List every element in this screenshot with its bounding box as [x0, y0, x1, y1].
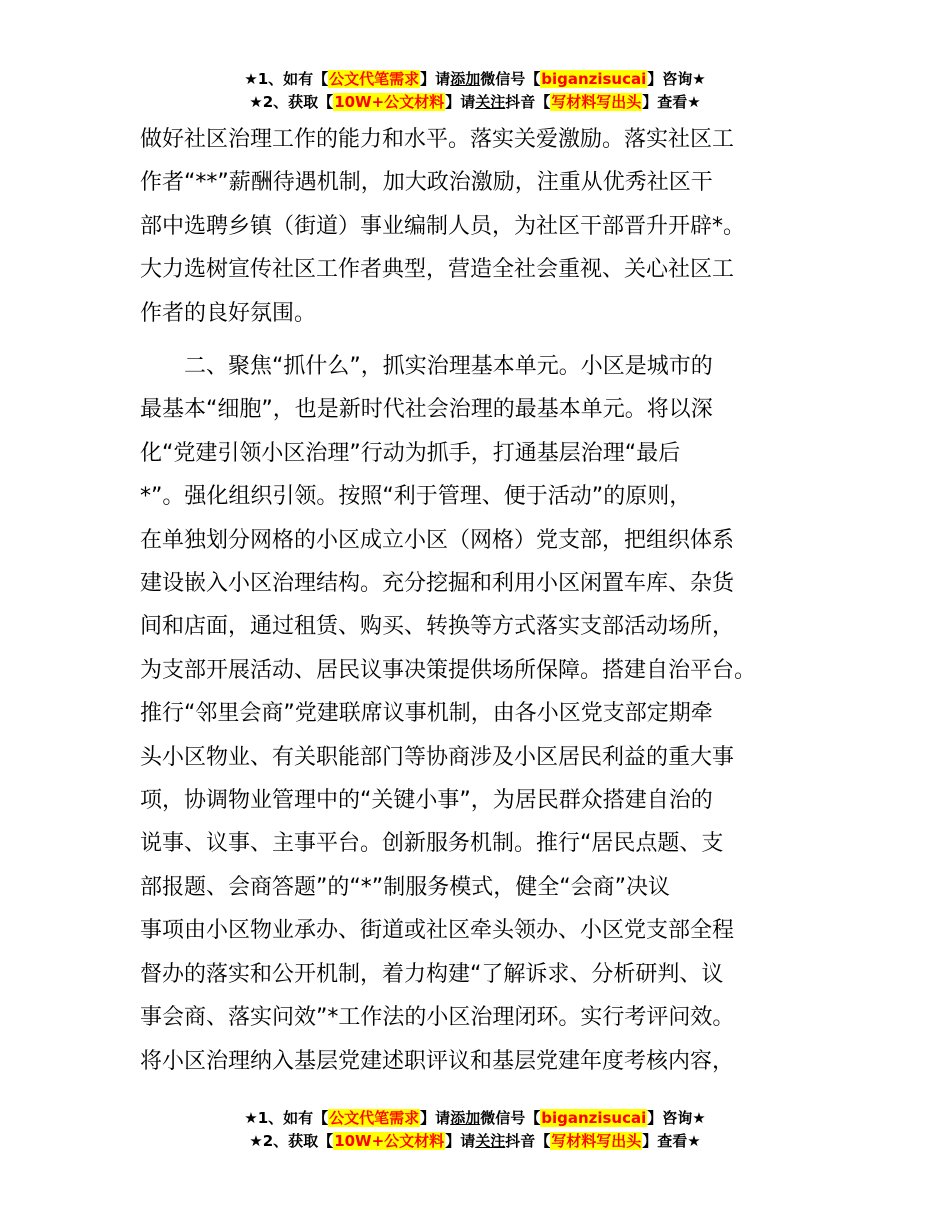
header-banner	[0, 68, 950, 114]
text-line: *”。强化组织引领。按照“利于管理、便于活动”的原则，	[140, 484, 692, 510]
text-line: 化“党建引领小区治理”行动为抓手，打通基层治理“最后	[140, 440, 681, 466]
footer-line-1-mid: 】请	[420, 1109, 451, 1127]
header-line-2-prefix: ★2、获取【	[249, 93, 334, 111]
text-line: 作者“**”薪酬待遇机制，加大政治激励，注重从优秀社区干	[140, 170, 713, 196]
footer-line-2-mid2: 抖音【	[505, 1132, 551, 1150]
text-line: 将小区治理纳入基层党建述职评议和基层党建年度考核内容，	[140, 1048, 735, 1074]
text-line: 说事、议事、主事平台。创新服务机制。推行“居民点题、支	[140, 831, 724, 857]
text-line: 事会商、落实问效”*工作法的小区治理闭环。实行考评问效。	[140, 1005, 735, 1031]
footer-line-2-mid: 】请	[445, 1132, 476, 1150]
header-line-1-mid2: 微信号【	[480, 70, 541, 88]
footer-line-2-highlight-douyin: 写材料写出头	[551, 1132, 642, 1150]
footer-line-1-suffix: 】咨询★	[647, 1109, 706, 1127]
footer-line-2-suffix: 】查看★	[642, 1132, 701, 1150]
header-line-2	[0, 91, 950, 114]
text-line: 二、聚焦“抓什么”，抓实治理基本单元。小区是城市的	[140, 354, 713, 379]
footer-line-2-underlined: 关注	[475, 1132, 506, 1150]
text-line: 最基本“细胞”，也是新时代社会治理的最基本单元。将以深	[140, 397, 713, 423]
text-line: 项，协调物业管理中的“关键小事”，为居民群众搭建自治的	[140, 788, 713, 814]
header-line-1	[0, 68, 950, 91]
footer-line-1-mid2: 微信号【	[480, 1109, 541, 1127]
text-line: 部报题、会商答题”的“*”制服务模式，健全“会商”决议	[140, 874, 670, 900]
text-line: 头小区物业、有关职能部门等协商涉及小区居民利益的重大事	[140, 744, 735, 770]
text-line: 在单独划分网格的小区成立小区（网格）党支部，把组织体系	[140, 527, 735, 553]
header-line-1-suffix: 】咨询★	[647, 70, 706, 88]
header-line-1-highlight-wechat: biganzisucai	[541, 70, 647, 88]
text-line: 做好社区治理工作的能力和水平。落实关爱激励。落实社区工	[140, 127, 735, 152]
header-line-1-prefix: ★1、如有【	[244, 70, 329, 88]
header-line-2-suffix: 】查看★	[642, 93, 701, 111]
footer-line-1	[0, 1107, 950, 1130]
text-line: 间和店面，通过租赁、购买、转换等方式落实支部活动场所，	[140, 614, 735, 640]
text-line: 为支部开展活动、居民议事决策提供场所保障。搭建自治平台。	[140, 657, 757, 683]
header-line-1-underlined: 添加	[450, 70, 481, 88]
header-line-1-mid: 】请	[420, 70, 451, 88]
header-line-2-mid2: 抖音【	[505, 93, 551, 111]
text-line: 督办的落实和公开机制，着力构建“了解诉求、分析研判、议	[140, 961, 724, 987]
footer-banner	[0, 1107, 950, 1153]
footer-line-2-highlight-materials: 10W+公文材料	[334, 1132, 445, 1150]
paragraph-continuation	[140, 118, 812, 335]
text-line: 事项由小区物业承办、街道或社区牵头领办、小区党支部全程	[140, 918, 735, 944]
header-line-2-highlight-materials: 10W+公文材料	[334, 93, 445, 111]
text-line: 大力选树宣传社区工作者典型，营造全社会重视、关心社区工	[140, 257, 735, 283]
footer-line-2-prefix: ★2、获取【	[249, 1132, 334, 1150]
text-line: 建设嵌入小区治理结构。充分挖掘和利用小区闲置车库、杂货	[140, 571, 735, 597]
text-line: 部中选聘乡镇（街道）事业编制人员，为社区干部晋升开辟*。	[140, 213, 746, 239]
text-line: 推行“邻里会商”党建联席议事机制，由各小区党支部定期牵	[140, 701, 713, 727]
footer-line-1-highlight-service: 公文代笔需求	[329, 1109, 420, 1127]
footer-line-2	[0, 1130, 950, 1153]
footer-line-1-prefix: ★1、如有【	[244, 1109, 329, 1127]
footer-line-1-underlined: 添加	[450, 1109, 481, 1127]
footer-line-1-highlight-wechat: biganzisucai	[541, 1109, 647, 1127]
header-line-2-mid: 】请	[445, 93, 476, 111]
text-line: 作者的良好氛围。	[140, 300, 317, 326]
header-line-1-highlight-service: 公文代笔需求	[329, 70, 420, 88]
paragraph-section-two	[140, 345, 812, 1083]
header-line-2-underlined: 关注	[475, 93, 506, 111]
header-line-2-highlight-douyin: 写材料写出头	[551, 93, 642, 111]
